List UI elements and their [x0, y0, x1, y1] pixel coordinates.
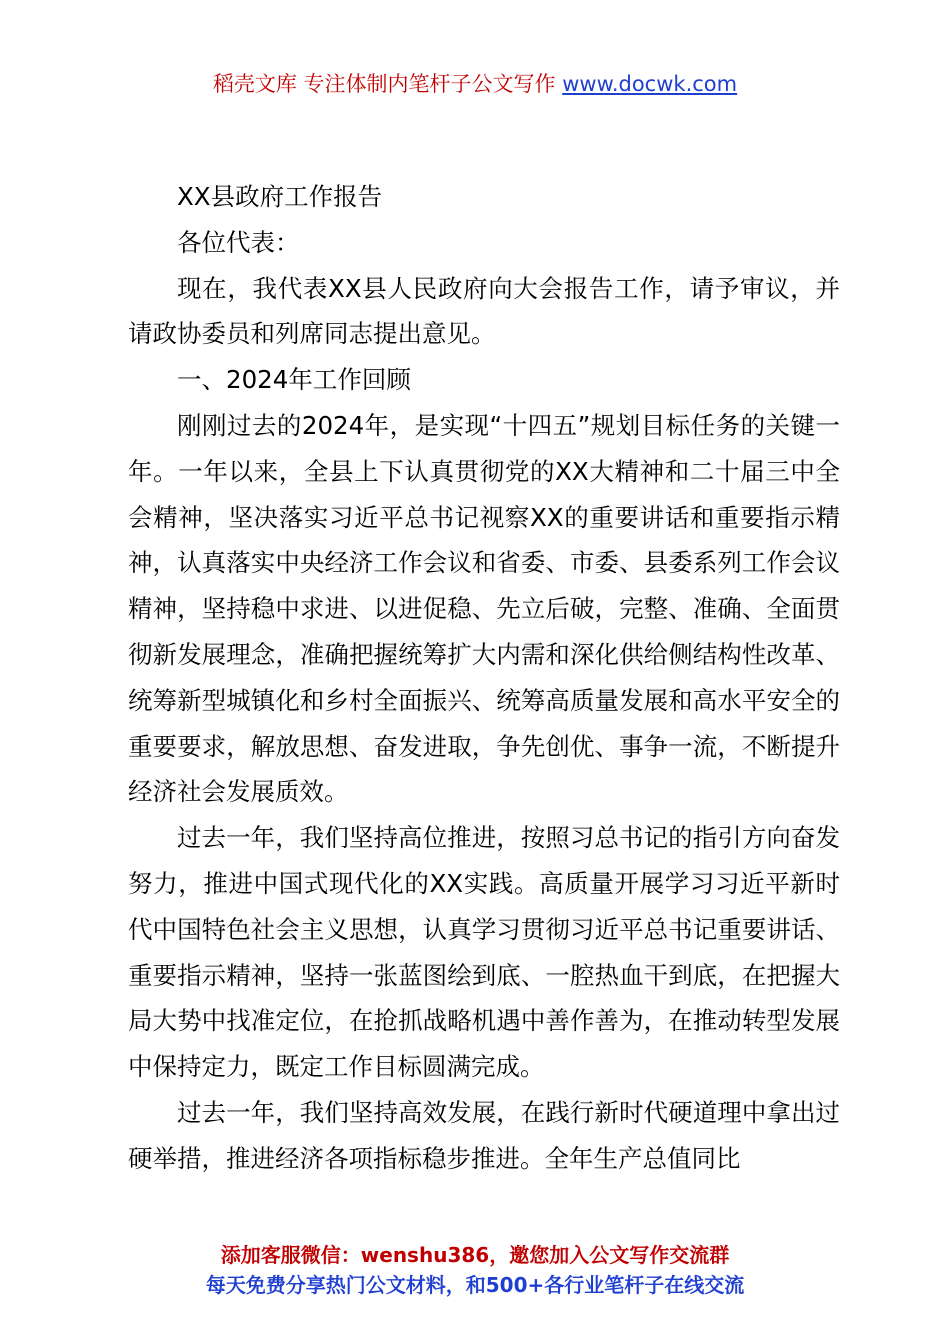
paragraph-high-efficiency: 过去一年，我们坚持高效发展，在践行新时代硬道理中拿出过硬举措，推进经济各项指标稳步推进。全年生产总值同比	[128, 1097, 840, 1173]
header-site-link[interactable]: www.docwk.com	[562, 72, 738, 96]
paragraph-high-position: 过去一年，我们坚持高位推进，按照习总书记的指引方向奋发努力，推进中国式现代化的XX实践。高质量开展学习习近平新时代中国特色社会主义思想，认真学习贯彻习近平总书记重要讲话、重要指示精神，坚持一张蓝图绘到底、一腔热血干到底，在把握大局大势中找准定位，在抢抓战略机遇中善作善为，在推动转型发展中保持定力，既定工作目标圆满完成。	[128, 823, 840, 1082]
document-body	[128, 174, 840, 1182]
section-heading: 一、2024年工作回顾	[177, 365, 411, 395]
paragraph-intro: 现在，我代表XX县人民政府向大会报告工作，请予审议，并请政协委员和列席同志提出意见。	[128, 273, 840, 349]
document-title: XX县政府工作报告	[177, 182, 383, 211]
header-brand-text: 稻壳文库 专注体制内笔杆子公文写作	[212, 72, 563, 96]
paragraph-review: 刚刚过去的2024年，是实现“十四五”规划目标任务的关键一年。一年以来，全县上下认真贯彻党的XX大精神和二十届三中全会精神，坚决落实习近平总书记视察XX的重要讲话和重要指示精神，认真落实中央经济工作会议和省委、市委、县委系列工作会议精神，坚持稳中求进、以进促稳、先立后破，完整、准确、全面贯彻新发展理念，准确把握统筹扩大内需和深化供给侧结构性改革、统筹新型城镇化和乡村全面振兴、统筹高质量发展和高水平安全的重要要求，解放思想、奋发进取，争先创优、事争一流，不断提升经济社会发展质效。	[128, 410, 840, 807]
watermark-header	[0, 68, 950, 100]
footer-share-line: 每天免费分享热门公文材料，和500+各行业笔杆子在线交流	[205, 1273, 745, 1297]
footer-wechat-line: 添加客服微信：wenshu386，邀您加入公文写作交流群	[220, 1243, 730, 1267]
salutation: 各位代表：	[177, 227, 300, 257]
promo-footer	[0, 1240, 950, 1300]
